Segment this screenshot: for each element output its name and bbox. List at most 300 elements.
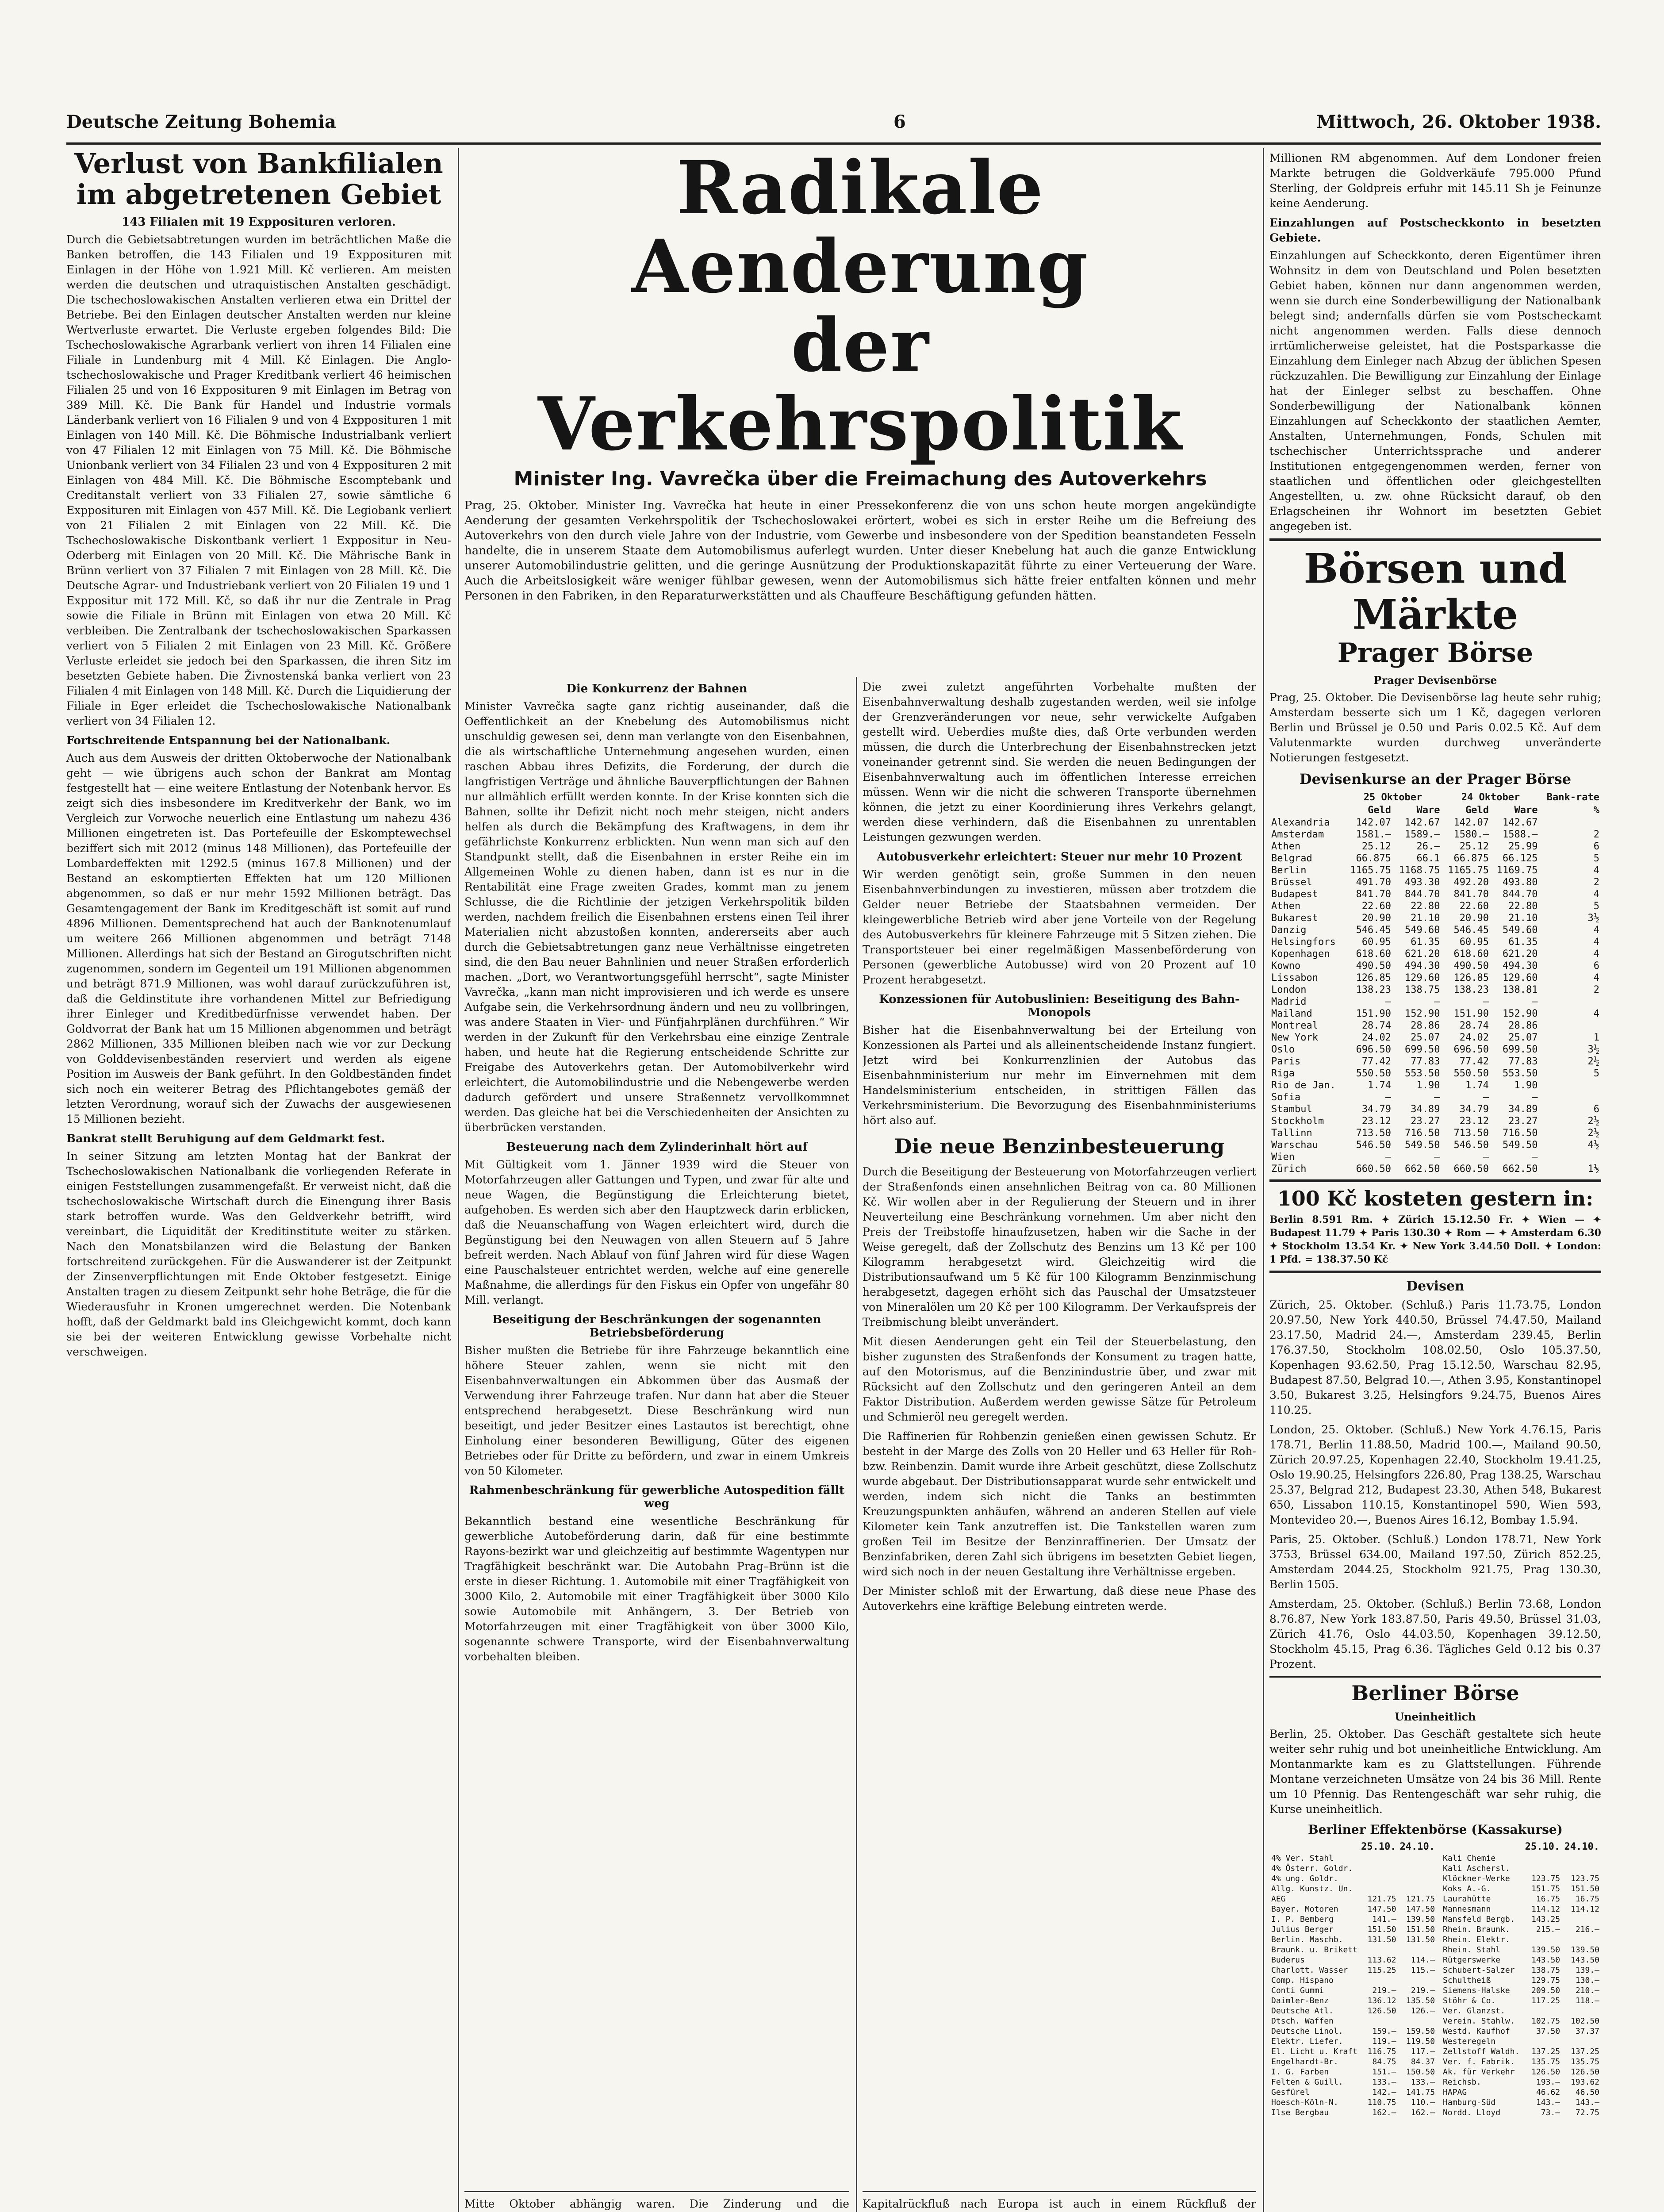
- row-value: [1562, 1935, 1601, 1945]
- row-value: 2: [1593, 829, 1599, 840]
- devisen-amsterdam: Amsterdam, 25. Oktober. (Schluß.) Berlin 73.68, London 8.76.87, New York 183.87.50, Paris 49.50, Brüssel 31.03, Zürich 41.76, Oslo 44.03.50, Kopenhagen 39.12.50, Stockholm 45.15, Prag 6.36. Tägliches Geld 0.12 bis 0.37 Prozent.: [1269, 1598, 1601, 1671]
- row-value: 126.85: [1453, 972, 1489, 983]
- row-value: 126.50: [1570, 2067, 1599, 2077]
- table-header-row: [1269, 791, 1601, 804]
- prague-subtitle: Prager Devisenbörse: [1373, 674, 1497, 687]
- section-heading: Bankrat stellt Beruhigung auf dem Geldmarkt fest.: [66, 1132, 385, 1145]
- table-row: [1441, 1884, 1601, 1894]
- table-row: [1269, 984, 1601, 996]
- article-body: Mit Gültigkeit vom 1. Jänner 1939 wird die Steuer von Motorfahrzeugen aller Gattungen und Typen, und zwar für alte und neue Wagen, die Begünstigung die Erleichterung bietet, aufgehoben. Es werden sich aber den Hauptzweck darin erblicken, daß die Neuanschaffung von Wagen erleichtert wird, durch die Begünstigung bei den Neuwagen von allen Steuern auf 5 Jahre befreit werden. Nach Ablauf von fünf Jahren wird für diese Wagen eine Pauschalsteuer entrichtet werden, welche auf eine generelle Maßnahme, die allerdings für den Fiskus ein Opfer von ungefähr 80 Mill. verlangt.: [464, 1158, 849, 1306]
- row-value: 841.70: [1356, 889, 1392, 900]
- berlin-subtitle: Uneinheitlich: [1395, 1710, 1476, 1723]
- row-value: 549.50: [1502, 1140, 1538, 1151]
- col-header: 25.10.: [1525, 1841, 1560, 1852]
- section-heading: Beseitigung der Beschränkungen der sogenannten Betriebsbeförderung: [492, 1313, 821, 1340]
- row-value: 110.—: [1411, 2098, 1435, 2107]
- row-value: 135.75: [1531, 2057, 1560, 2066]
- row-value: 193.—: [1536, 2078, 1560, 2087]
- row-value: 492.20: [1453, 877, 1489, 888]
- row-label: Conti Gummi: [1271, 1986, 1324, 1995]
- row-value: [1562, 1914, 1601, 1924]
- row-value: 162.—: [1372, 2108, 1396, 2117]
- row-value: 25.07: [1411, 1032, 1440, 1043]
- row-value: 21.10: [1411, 913, 1440, 924]
- row-label: Buderus: [1271, 1955, 1305, 1965]
- table-row: [1269, 996, 1601, 1008]
- row-value: 34.89: [1411, 1104, 1440, 1115]
- row-value: 114.12: [1570, 1905, 1599, 1914]
- row-value: 77.83: [1411, 1056, 1440, 1067]
- table-row: [1441, 2067, 1601, 2077]
- row-value: 1165.75: [1350, 865, 1392, 876]
- row-label: Julius Berger: [1271, 1925, 1334, 1934]
- col-header: Ware: [1416, 805, 1440, 816]
- row-value: 550.50: [1453, 1068, 1489, 1079]
- table-row: [1269, 876, 1601, 888]
- row-value: 150.50: [1406, 2067, 1435, 2077]
- row-label: Sofia: [1271, 1092, 1301, 1103]
- row-value: —: [1532, 1152, 1538, 1163]
- row-value: 66.125: [1502, 853, 1538, 864]
- row-value: 553.50: [1405, 1068, 1440, 1079]
- row-value: 24.02: [1459, 1032, 1489, 1043]
- row-label: Brüssel: [1271, 877, 1312, 888]
- row-value: 20.90: [1361, 913, 1392, 924]
- row-value: 621.20: [1502, 949, 1538, 960]
- row-label: I. G. Farben: [1271, 2067, 1329, 2077]
- main-headline: Radikale Aenderung: [632, 148, 1089, 309]
- table-row: [1269, 948, 1601, 960]
- row-value: [1359, 1884, 1398, 1894]
- table-header-row: [1441, 1840, 1601, 1853]
- row-value: [1359, 1853, 1398, 1863]
- row-value: 121.75: [1406, 1894, 1435, 1904]
- row-value: 24.02: [1361, 1032, 1392, 1043]
- table-row: [1269, 888, 1601, 900]
- box-text: Kapitalrückfluß nach Europa ist auch in einem Rückfluß der: [863, 2197, 1256, 2210]
- row-value: 219.—: [1372, 1986, 1396, 1995]
- table-row: [1269, 1904, 1437, 1914]
- row-value: 494.30: [1502, 960, 1538, 972]
- col-header: %: [1593, 805, 1599, 816]
- row-value: 546.45: [1453, 925, 1489, 936]
- row-label: Tallinn: [1271, 1128, 1312, 1139]
- row-value: 28.74: [1459, 1020, 1489, 1031]
- row-value: 133.—: [1411, 2078, 1435, 2087]
- row-value: 2½: [1587, 1056, 1599, 1067]
- article-body: Die zwei zuletzt angeführten Vorbehalte mußten der Eisenbahnverwaltung deshalb zugestanden werden, weil sie infolge der Grenzveränderungen vor neue, sehr verwickelte Aufgaben gestellt wird. Ueberdies mußte dies, daß Orte verbunden werden müssen, die durch die Unterbrechung der Eisenbahnstrecken jetzt voneinander getrennt sind. Sie werden die neuen Bedingungen der Eisenbahnverwaltung auch im öffentlichen Interesse erreichen müssen. Wenn wir die nicht die schweren Transporte übernehmen können, die jetzt zu einer Koordinierung ihres Verkehrs gelangt, werden diese verhindern, daß die Eisenbahnen zu unrentablen Leistungen gezwungen werden.: [863, 680, 1256, 844]
- row-value: [1539, 1079, 1601, 1091]
- row-value: 126.50: [1367, 2006, 1396, 2016]
- row-value: 151.90: [1453, 1008, 1489, 1019]
- row-label: Kali Chemie: [1443, 1854, 1496, 1863]
- col-header: 25.10.: [1361, 1841, 1396, 1852]
- row-label: Westd. Kaufhof: [1443, 2027, 1510, 2036]
- row-value: 110.75: [1367, 2098, 1396, 2107]
- row-value: 494.30: [1405, 960, 1440, 972]
- row-label: Mansfeld Bergb.: [1443, 1915, 1515, 1924]
- article-subtitle: 143 Filialen mit 19 Expposituren verloren.: [122, 215, 396, 229]
- row-value: 142.07: [1356, 817, 1392, 828]
- row-label: Klöckner-Werke: [1443, 1874, 1510, 1883]
- row-value: 131.50: [1367, 1935, 1396, 1944]
- section-heading: Konzessionen für Autobuslinien: Beseitigung des Bahn-Monopols: [879, 993, 1240, 1019]
- row-value: 23.27: [1508, 1116, 1538, 1127]
- row-label: Wien: [1271, 1152, 1295, 1163]
- column-rule: [458, 148, 459, 2212]
- row-value: 4: [1593, 925, 1599, 936]
- table-row: [1269, 1091, 1601, 1103]
- exchange-rates-table: [1269, 791, 1601, 1175]
- article-title-2: im abgetretenen Gebiet: [76, 178, 441, 211]
- row-value: [1562, 1863, 1601, 1874]
- row-label: New York: [1271, 1032, 1318, 1043]
- section-heading: Einzahlungen auf Postscheckkonto in besetzten Gebiete.: [1269, 216, 1601, 244]
- table-row: [1269, 1894, 1437, 1904]
- row-value: 151.—: [1372, 2067, 1396, 2077]
- row-label: El. Licht u. Kraft: [1271, 2047, 1358, 2056]
- row-value: 117.25: [1531, 1996, 1560, 2005]
- row-value: 77.42: [1361, 1056, 1392, 1067]
- section-heading: Rahmenbeschränkung für gewerbliche Autospedition fällt weg: [469, 1484, 845, 1510]
- row-label: 4% Ver. Stahl: [1271, 1854, 1334, 1863]
- table-row: [1441, 2077, 1601, 2087]
- table-row: [1269, 1874, 1437, 1884]
- row-label: Rhein. Elektr.: [1443, 1935, 1510, 1944]
- column-bank-branches: [66, 148, 451, 2212]
- row-value: —: [1434, 1092, 1440, 1103]
- table-row: [1441, 1863, 1601, 1874]
- row-label: Hamburg-Süd: [1443, 2098, 1496, 2107]
- row-value: [1539, 1020, 1601, 1032]
- table-row: [1441, 1985, 1601, 1996]
- row-value: 25.07: [1508, 1032, 1538, 1043]
- row-value: 84.75: [1372, 2057, 1396, 2066]
- prague-report: Prag, 25. Oktober. Die Devisenbörse lag heute sehr ruhig; Amsterdam besserte sich um 1 Kč, dagegen verloren Berlin und Brüssel je 0.50 und Paris 0.02.5 Kč. Auf dem Valutenmarkte wurden durchweg unveränderte Notierungen festgesetzt.: [1269, 691, 1601, 764]
- row-value: 716.50: [1502, 1128, 1538, 1139]
- row-value: 61.35: [1508, 937, 1538, 948]
- row-label: Madrid: [1271, 996, 1307, 1007]
- row-value: 493.80: [1502, 877, 1538, 888]
- table-row: [1441, 2097, 1601, 2108]
- table-row: [1269, 1975, 1437, 1985]
- row-value: 1: [1593, 1032, 1599, 1043]
- row-value: 139.—: [1575, 1966, 1599, 1975]
- row-value: 116.75: [1367, 2047, 1396, 2056]
- row-value: 1.74: [1465, 1080, 1489, 1091]
- table-row: [1441, 1945, 1601, 1955]
- row-value: 66.875: [1453, 853, 1489, 864]
- table-header-row: [1269, 1840, 1437, 1853]
- row-value: 34.89: [1508, 1104, 1538, 1115]
- row-value: 844.70: [1405, 889, 1440, 900]
- row-label: Laurahütte: [1443, 1894, 1491, 1904]
- row-label: Athen: [1271, 841, 1301, 852]
- row-value: 147.50: [1406, 1905, 1435, 1914]
- row-value: [1398, 1945, 1437, 1955]
- table-row: [1441, 2036, 1601, 2047]
- row-value: 4: [1593, 889, 1599, 900]
- row-value: 138.75: [1405, 984, 1440, 995]
- row-value: 133.—: [1372, 2078, 1396, 2087]
- row-label: Zellstoff Waldh.: [1443, 2047, 1520, 2056]
- row-value: —: [1483, 1152, 1489, 1163]
- row-value: 143.25: [1531, 1915, 1560, 1924]
- table-row: [1441, 2006, 1601, 2016]
- row-label: Deutsche Linol.: [1271, 2027, 1343, 2036]
- row-value: 1.90: [1514, 1080, 1538, 1091]
- table-row: [1269, 960, 1601, 972]
- row-value: 550.50: [1356, 1068, 1392, 1079]
- row-value: 713.50: [1356, 1128, 1392, 1139]
- row-value: 22.80: [1411, 901, 1440, 912]
- table-row: [1269, 1020, 1601, 1032]
- row-value: 34.79: [1361, 1104, 1392, 1115]
- table-row: [1269, 900, 1601, 912]
- row-value: 147.50: [1367, 1905, 1396, 1914]
- table-row: [1441, 2057, 1601, 2067]
- row-value: 4: [1593, 949, 1599, 960]
- row-value: 662.50: [1405, 1164, 1440, 1175]
- table-row: [1441, 2108, 1601, 2118]
- row-value: 102.75: [1531, 2016, 1560, 2026]
- date-header: 25 Oktober: [1363, 792, 1422, 803]
- row-value: [1398, 1975, 1437, 1985]
- row-value: [1562, 1853, 1601, 1863]
- row-value: 23.12: [1361, 1116, 1392, 1127]
- row-value: 549.60: [1502, 925, 1538, 936]
- row-value: 1589.—: [1405, 829, 1440, 840]
- table-row: [1441, 1955, 1601, 1965]
- row-label: Berlin. Maschb.: [1271, 1935, 1343, 1944]
- table-row: [1441, 1853, 1601, 1863]
- row-value: 193.62: [1570, 2078, 1599, 2087]
- row-value: 4: [1593, 972, 1599, 983]
- row-value: 6: [1593, 1104, 1599, 1115]
- row-value: 1½: [1587, 1164, 1599, 1175]
- row-value: 699.50: [1502, 1044, 1538, 1055]
- row-value: 34.79: [1459, 1104, 1489, 1115]
- row-value: 117.—: [1411, 2047, 1435, 2056]
- row-value: 546.45: [1356, 925, 1392, 936]
- devisen-title: Devisen: [1406, 1279, 1465, 1294]
- row-value: 138.23: [1453, 984, 1489, 995]
- row-label: Kali Aschersl.: [1443, 1864, 1510, 1873]
- row-value: [1522, 2036, 1562, 2047]
- row-label: 4% ung. Goldr.: [1271, 1874, 1338, 1883]
- row-value: 135.75: [1570, 2057, 1599, 2066]
- row-value: —: [1434, 996, 1440, 1007]
- row-value: [1398, 1884, 1437, 1894]
- table-row: [1269, 1935, 1437, 1945]
- row-value: 139.50: [1570, 1945, 1599, 1955]
- row-value: 713.50: [1453, 1128, 1489, 1139]
- row-value: 143.—: [1575, 2098, 1599, 2107]
- table-row: [1269, 1996, 1437, 2006]
- table-row: [1269, 1115, 1601, 1127]
- row-value: 490.50: [1356, 960, 1392, 972]
- column-center-left: [464, 677, 849, 2212]
- row-label: Ak. für Verkehr: [1443, 2067, 1515, 2077]
- row-value: 660.50: [1356, 1164, 1392, 1175]
- row-value: 1.90: [1416, 1080, 1440, 1091]
- row-value: 129.75: [1531, 1976, 1560, 1985]
- row-value: 16.75: [1575, 1894, 1599, 1904]
- row-value: 2½: [1587, 1128, 1599, 1139]
- row-value: 46.50: [1575, 2088, 1599, 2097]
- article-lead: Prag, 25. Oktober. Minister Ing. Vavrečka hat heute in einer Pressekonferenz die von uns schon heute morgen angekündigte Aenderung der gesamten Verkehrspolitik der Tschechoslowakei erörtert, wobei es sich in erster Reihe um die Befreiung des Autoverkehrs von den durch viele Jahre von der Industrie, vom Gewerbe und insbesondere von der Spedition beanstandeten Fesseln handelte, die in unserem Staate dem Automobilismus auferlegt wurden. Unter dieser Knebelung hat auch die ganze Entwicklung unserer Automobilindustrie gelitten, und die geringe Ausnützung der Produktionskapazität führte zu einer Verteuerung der Ware. Auch die Arbeitslosigkeit wäre weniger fühlbar gewesen, wenn der Automobilismus sich hätte freier entfalten können und mehr Personen in den Fabriken, in den Reparaturwerkstätten und als Chauffeure Beschäftigung gefunden hätten.: [464, 499, 1256, 603]
- row-value: 841.70: [1453, 889, 1489, 900]
- table-subheader-row: [1269, 804, 1601, 817]
- row-value: 141.—: [1372, 1915, 1396, 1924]
- row-value: 61.35: [1411, 937, 1440, 948]
- table-row: [1441, 2087, 1601, 2097]
- table-row: [1441, 1996, 1601, 2006]
- row-value: 141.75: [1406, 2088, 1435, 2097]
- table-row: [1269, 1079, 1601, 1091]
- article-body: Der Minister schloß mit der Erwartung, daß diese neue Phase des Autoverkehrs eine kräftige Belebung eintreten werde.: [863, 1585, 1256, 1613]
- row-label: Bukarest: [1271, 913, 1318, 924]
- row-label: AEG: [1271, 1894, 1286, 1904]
- row-value: 553.50: [1502, 1068, 1538, 1079]
- table-row: [1441, 1914, 1601, 1924]
- col-header: 24.10.: [1399, 1841, 1435, 1852]
- masthead-name: Deutsche Zeitung Bohemia: [66, 111, 336, 132]
- row-value: 4½: [1587, 1140, 1599, 1151]
- row-value: 73.—: [1541, 2108, 1560, 2117]
- article-body: Bisher mußten die Betriebe für ihre Fahrzeuge bekanntlich eine höhere Steuer zahlen, wenn sie nicht mit den Eisenbahnverwaltungen ein Abkommen über das Ausmaß der Verwendung ihrer Fahrzeuge trafen. Nur dann hat aber die Steuer entsprechend herabgesetzt. Diese Beschränkung wird nun beseitigt, und jeder Besitzer eines Lastautos ist berechtigt, ohne Einholung einer besonderen Bewilligung, Güter des eigenen Betriebes oder für Dritte zu befördern, und zwar in einem Umkreis von 50 Kilometer.: [464, 1344, 849, 1477]
- row-label: Verein. Stahlw.: [1443, 2016, 1515, 2026]
- row-label: Helsingfors: [1271, 937, 1336, 948]
- table-row: [1269, 2016, 1437, 2026]
- markets-title: Börsen und Märkte: [1304, 545, 1567, 638]
- row-value: [1359, 1945, 1398, 1955]
- row-value: 844.70: [1502, 889, 1538, 900]
- row-value: —: [1434, 1152, 1440, 1163]
- row-label: Kowno: [1271, 960, 1301, 972]
- row-value: 6: [1593, 841, 1599, 852]
- article-body: Einzahlungen auf Scheckkonto, deren Eigentümer ihren Wohnsitz in dem von Deutschland und Polen besetzten Gebiet haben, können nur dann angenommen werden, wenn sie durch eine Sonderbewilligung der Nationalbank belegt sind; andernfalls dürfen sie vom Postscheckamt nicht angenommen werden. Falls diese dennoch irrtümlicherweise geleistet, hat die Postsparkasse die Einzahlung dem Einleger nach Abzug der üblichen Spesen rückzuzahlen. Die Bewilligung zur Einzahlung der Einlage hat der Einleger selbst zu beschaffen. Ohne Sonderbewilligung der Nationalbank können Einzahlungen auf Scheckkonto der staatlichen Aemter, Anstalten, Unternehmungen, Fonds, Schulen mit tschechischer Unterrichtssprache und anderer Institutionen entgegengenommen werden, ferner von staatlichen und öffentlichen oder gleichgestellten Angestellten, u. zw. ohne Rücksicht darauf, ob den Erlagscheinen ihr Wohnort im besetzten Gebiet angegeben ist.: [1269, 249, 1601, 533]
- row-value: [1522, 1863, 1562, 1874]
- table-row: [1269, 2047, 1437, 2057]
- row-value: 84.37: [1411, 2057, 1435, 2066]
- row-value: 72.75: [1575, 2108, 1599, 2117]
- box-currency-markets: [464, 2191, 849, 2212]
- row-value: 662.50: [1502, 1164, 1538, 1175]
- row-label: HAPAG: [1443, 2088, 1467, 2097]
- row-label: London: [1271, 984, 1307, 995]
- row-label: Koks A.-G.: [1443, 1884, 1491, 1893]
- row-label: Comp. Hispano: [1271, 1976, 1334, 1985]
- table-row: [1269, 972, 1601, 984]
- table-row: [1269, 1127, 1601, 1139]
- row-label: Warschau: [1271, 1140, 1318, 1151]
- row-value: 113.62: [1367, 1955, 1396, 1965]
- table-row: [1269, 912, 1601, 924]
- row-value: 123.75: [1570, 1874, 1599, 1883]
- row-value: 66.1: [1416, 853, 1440, 864]
- table-row: [1269, 1139, 1601, 1151]
- article-body: Wir werden genötigt sein, große Summen in den neuen Eisenbahnverbindungen zu investieren, müssen aber trotzdem die Gelder neuer Betriebe der Staatsbahnen vermeiden. Der kleingewerbliche Betrieb wird aber jene Vorteile von der Regelung des Autobusverkehrs für kleinere Fahrzeuge mit 5 Sitzen ziehen. Die Transportsteuer bei einer regelmäßigen Massenbeförderung von Personen (gewerbliche Autobusse) wird von 20 Prozent auf 10 Prozent herabgesetzt.: [863, 868, 1256, 986]
- row-value: 119.—: [1372, 2037, 1396, 2046]
- row-label: Braunk. u. Brikett: [1271, 1945, 1358, 1955]
- row-value: 493.30: [1405, 877, 1440, 888]
- row-value: 118.—: [1575, 1996, 1599, 2005]
- table-row: [1441, 1904, 1601, 1914]
- row-value: 22.80: [1508, 901, 1538, 912]
- berlin-report: Berlin, 25. Oktober. Das Geschäft gestaltete sich heute weiter sehr ruhig und bot uneinheitliche Entwicklung. Am Montanmarkte kam es zu Glattstellungen. Führende Montane verzeichneten Umsätze von 24 bis 36 Mill. Rente um 10 Pfennig. Das Rentengeschäft war sehr ruhig, die Kurse uneinheitlich.: [1269, 1728, 1601, 1816]
- row-value: 137.25: [1531, 2047, 1560, 2056]
- row-value: 152.90: [1405, 1008, 1440, 1019]
- row-value: [1398, 1874, 1437, 1884]
- table-row: [1269, 1103, 1601, 1115]
- row-value: 139.50: [1531, 1945, 1560, 1955]
- table-row: [1269, 1163, 1601, 1175]
- effects-right-body: [1441, 1853, 1601, 2118]
- col-header: Ware: [1514, 805, 1538, 816]
- row-value: [1359, 1874, 1398, 1884]
- row-value: 126.85: [1356, 972, 1392, 983]
- row-value: 151.50: [1406, 1925, 1435, 1934]
- row-label: Zürich: [1271, 1164, 1307, 1175]
- row-label: Riga: [1271, 1068, 1295, 1079]
- row-label: Berlin: [1271, 865, 1307, 876]
- table-row: [1269, 1884, 1437, 1894]
- column-rule: [1263, 148, 1264, 2212]
- box-text: Mitte Oktober abhängig waren. Die Zinderung und die: [464, 2197, 849, 2210]
- table-row: [1269, 1985, 1437, 1996]
- row-value: [1562, 2036, 1601, 2047]
- row-value: 23.27: [1411, 1116, 1440, 1127]
- effects-title: Berliner Effektenbörse (Kassakurse): [1308, 1822, 1563, 1837]
- row-value: 142.07: [1453, 817, 1489, 828]
- row-value: [1539, 1091, 1601, 1103]
- row-value: 2: [1593, 877, 1599, 888]
- row-label: Allg. Kunstz. Un.: [1271, 1884, 1353, 1893]
- row-value: [1359, 1863, 1398, 1874]
- table-row: [1269, 1044, 1601, 1056]
- article-body: Mit diesen Aenderungen geht ein Teil der Steuerbelastung, den bisher zugunsten des Straßenfonds der Konsument zu tragen hatte, auf den Motorismus, auf die Benzinindustrie über, und zwar mit Rücksicht auf den Zollschutz und den geringeren Anteil an dem Faktor Distribution. Außerdem werden gewisse Sätze für Petroleum und Schmieröl neu geregelt werden.: [863, 1335, 1256, 1423]
- row-value: 60.95: [1361, 937, 1392, 948]
- row-value: —: [1385, 1092, 1392, 1103]
- table-row: [1269, 1056, 1601, 1068]
- row-value: 546.50: [1356, 1140, 1392, 1151]
- row-value: 131.50: [1406, 1935, 1435, 1944]
- box-kc-title: 100 Kč kosteten gestern in:: [1277, 1187, 1594, 1210]
- row-value: 4: [1593, 865, 1599, 876]
- row-value: 1.74: [1368, 1080, 1392, 1091]
- row-value: 16.75: [1536, 1894, 1560, 1904]
- row-label: Budapest: [1271, 889, 1318, 900]
- row-value: 123.75: [1531, 1874, 1560, 1883]
- row-value: 114.—: [1411, 1955, 1435, 1965]
- row-label: Danzig: [1271, 925, 1307, 936]
- row-value: 3½: [1587, 1044, 1599, 1055]
- table-row: [1269, 864, 1601, 876]
- row-value: 129.60: [1405, 972, 1440, 983]
- table-row: [1269, 1924, 1437, 1935]
- row-value: 549.50: [1405, 1140, 1440, 1151]
- row-value: 28.86: [1411, 1020, 1440, 1031]
- row-value: 77.42: [1459, 1056, 1489, 1067]
- table-row: [1269, 2006, 1437, 2016]
- table-row: [1269, 829, 1601, 841]
- table-row: [1441, 2026, 1601, 2036]
- row-value: 138.81: [1502, 984, 1538, 995]
- row-value: 5: [1593, 901, 1599, 912]
- row-label: Nordd. Lloyd: [1443, 2108, 1501, 2117]
- row-label: Hoesch-Köln-N.: [1271, 2098, 1338, 2107]
